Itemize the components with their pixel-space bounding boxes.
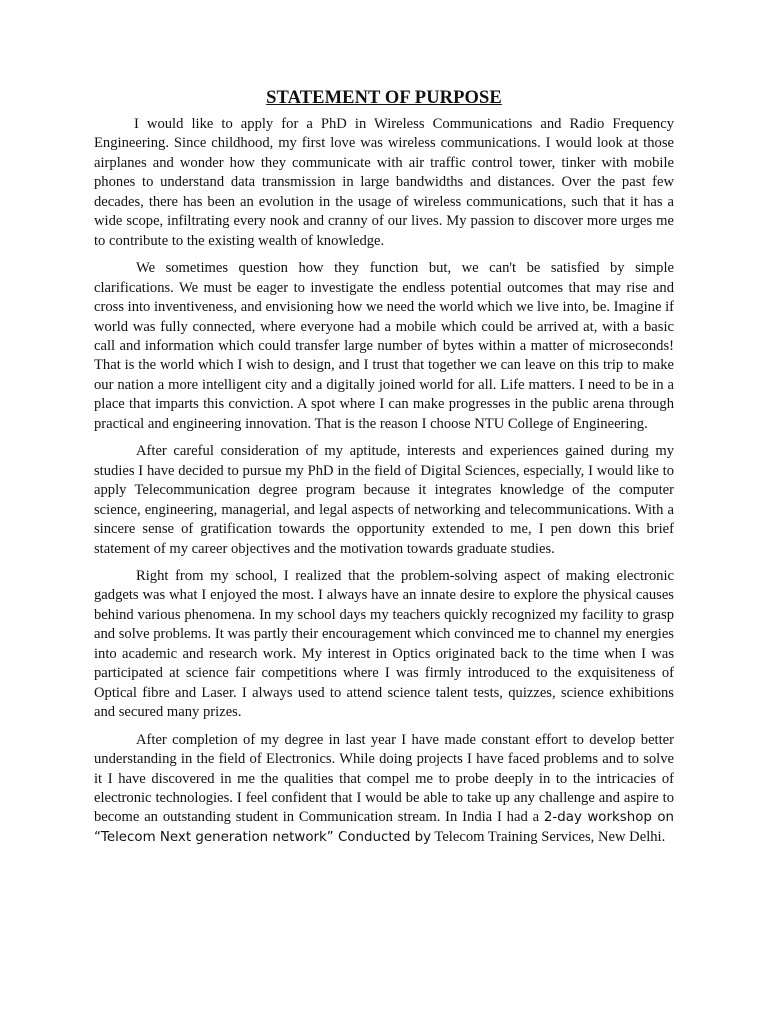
document-page — [94, 86, 674, 855]
paragraph-4: Right from my school, I realized that the problem-solving aspect of making electronic gadgets was what I enjoyed the most. I always have an innate desire to explore the physical causes behind various phenomena. In my school days my teachers quickly recognized my facility to grasp and solve problems. It was partly their encouragement which convinced me to channel my energies into academic and research work. My interest in Optics originated back to the time when I was participated at science fair competitions where I was firmly introduced to the exquisiteness of Optical fibre and Laser. I always used to attend science talent tests, quizzes, science exhibitions and secured many prizes. — [94, 567, 674, 721]
document-title: STATEMENT OF PURPOSE — [266, 88, 502, 108]
paragraph-5-workshop: 2-day workshop on “Telecom Next generation network” Conducted by — [94, 810, 675, 845]
paragraph-2: We sometimes question how they function but, we can't be satisfied by simple clarifications. We must be eager to investigate the endless potential outcomes that may rise and cross into inventiveness, and envisioning how we need the world which we live into, be. Imagine if world was fully connected, where everyone had a mobile which could be arrived at, with a basic call and information which could transfer large number of bytes within a matter of microseconds! That is the world which I wish to design, and I trust that together we can leave on this trip to make our nation a more intelligent city and a digitally joined world for all. Life matters. I need to be in a place that imparts this conviction. A spot where I can make progresses in the public arena through practical and engineering innovation. That is the reason I choose NTU College of Engineering. — [94, 260, 674, 432]
paragraph-5 — [94, 731, 674, 848]
paragraph-5-tail: Telecom Training Services, New Delhi. — [431, 828, 666, 845]
paragraph-3: After careful consideration of my aptitude, interests and experiences gained during my studies I have decided to pursue my PhD in the field of Digital Sciences, especially, I would like to apply Telecommunication degree program because it integrates knowledge of the computer science, engineering, managerial, and legal aspects of networking and telecommunications. With a sincere sense of gratification towards the opportunity extended to me, I pen down this brief statement of my career objectives and the motivation towards graduate studies. — [94, 443, 674, 557]
paragraph-1: I would like to apply for a PhD in Wireless Communications and Radio Frequency Engineering. Since childhood, my first love was wireless communications. I would look at those airplanes and wonder how they communicate with air traffic control tower, tinker with mobile phones to understand data transmission in large bandwidths and distances. Over the past few decades, there has been an evolution in the usage of wireless communications, such that it has a wide scope, infiltrating every nook and cranny of our lives. My passion to discover more urges me to contribute to the existing wealth of knowledge. — [94, 116, 674, 249]
paragraph-5-lead: After completion of my degree in last year I have made constant effort to develop better understanding in the field of Electronics. While doing projects I have faced problems and to solve it I have discovered in me the qualities that compel me to probe deeply in to the intricacies of electronic technologies. I feel confident that I would be able to take up any challenge and aspire to become an outstanding student in Communication stream. In India I had a — [94, 731, 674, 826]
